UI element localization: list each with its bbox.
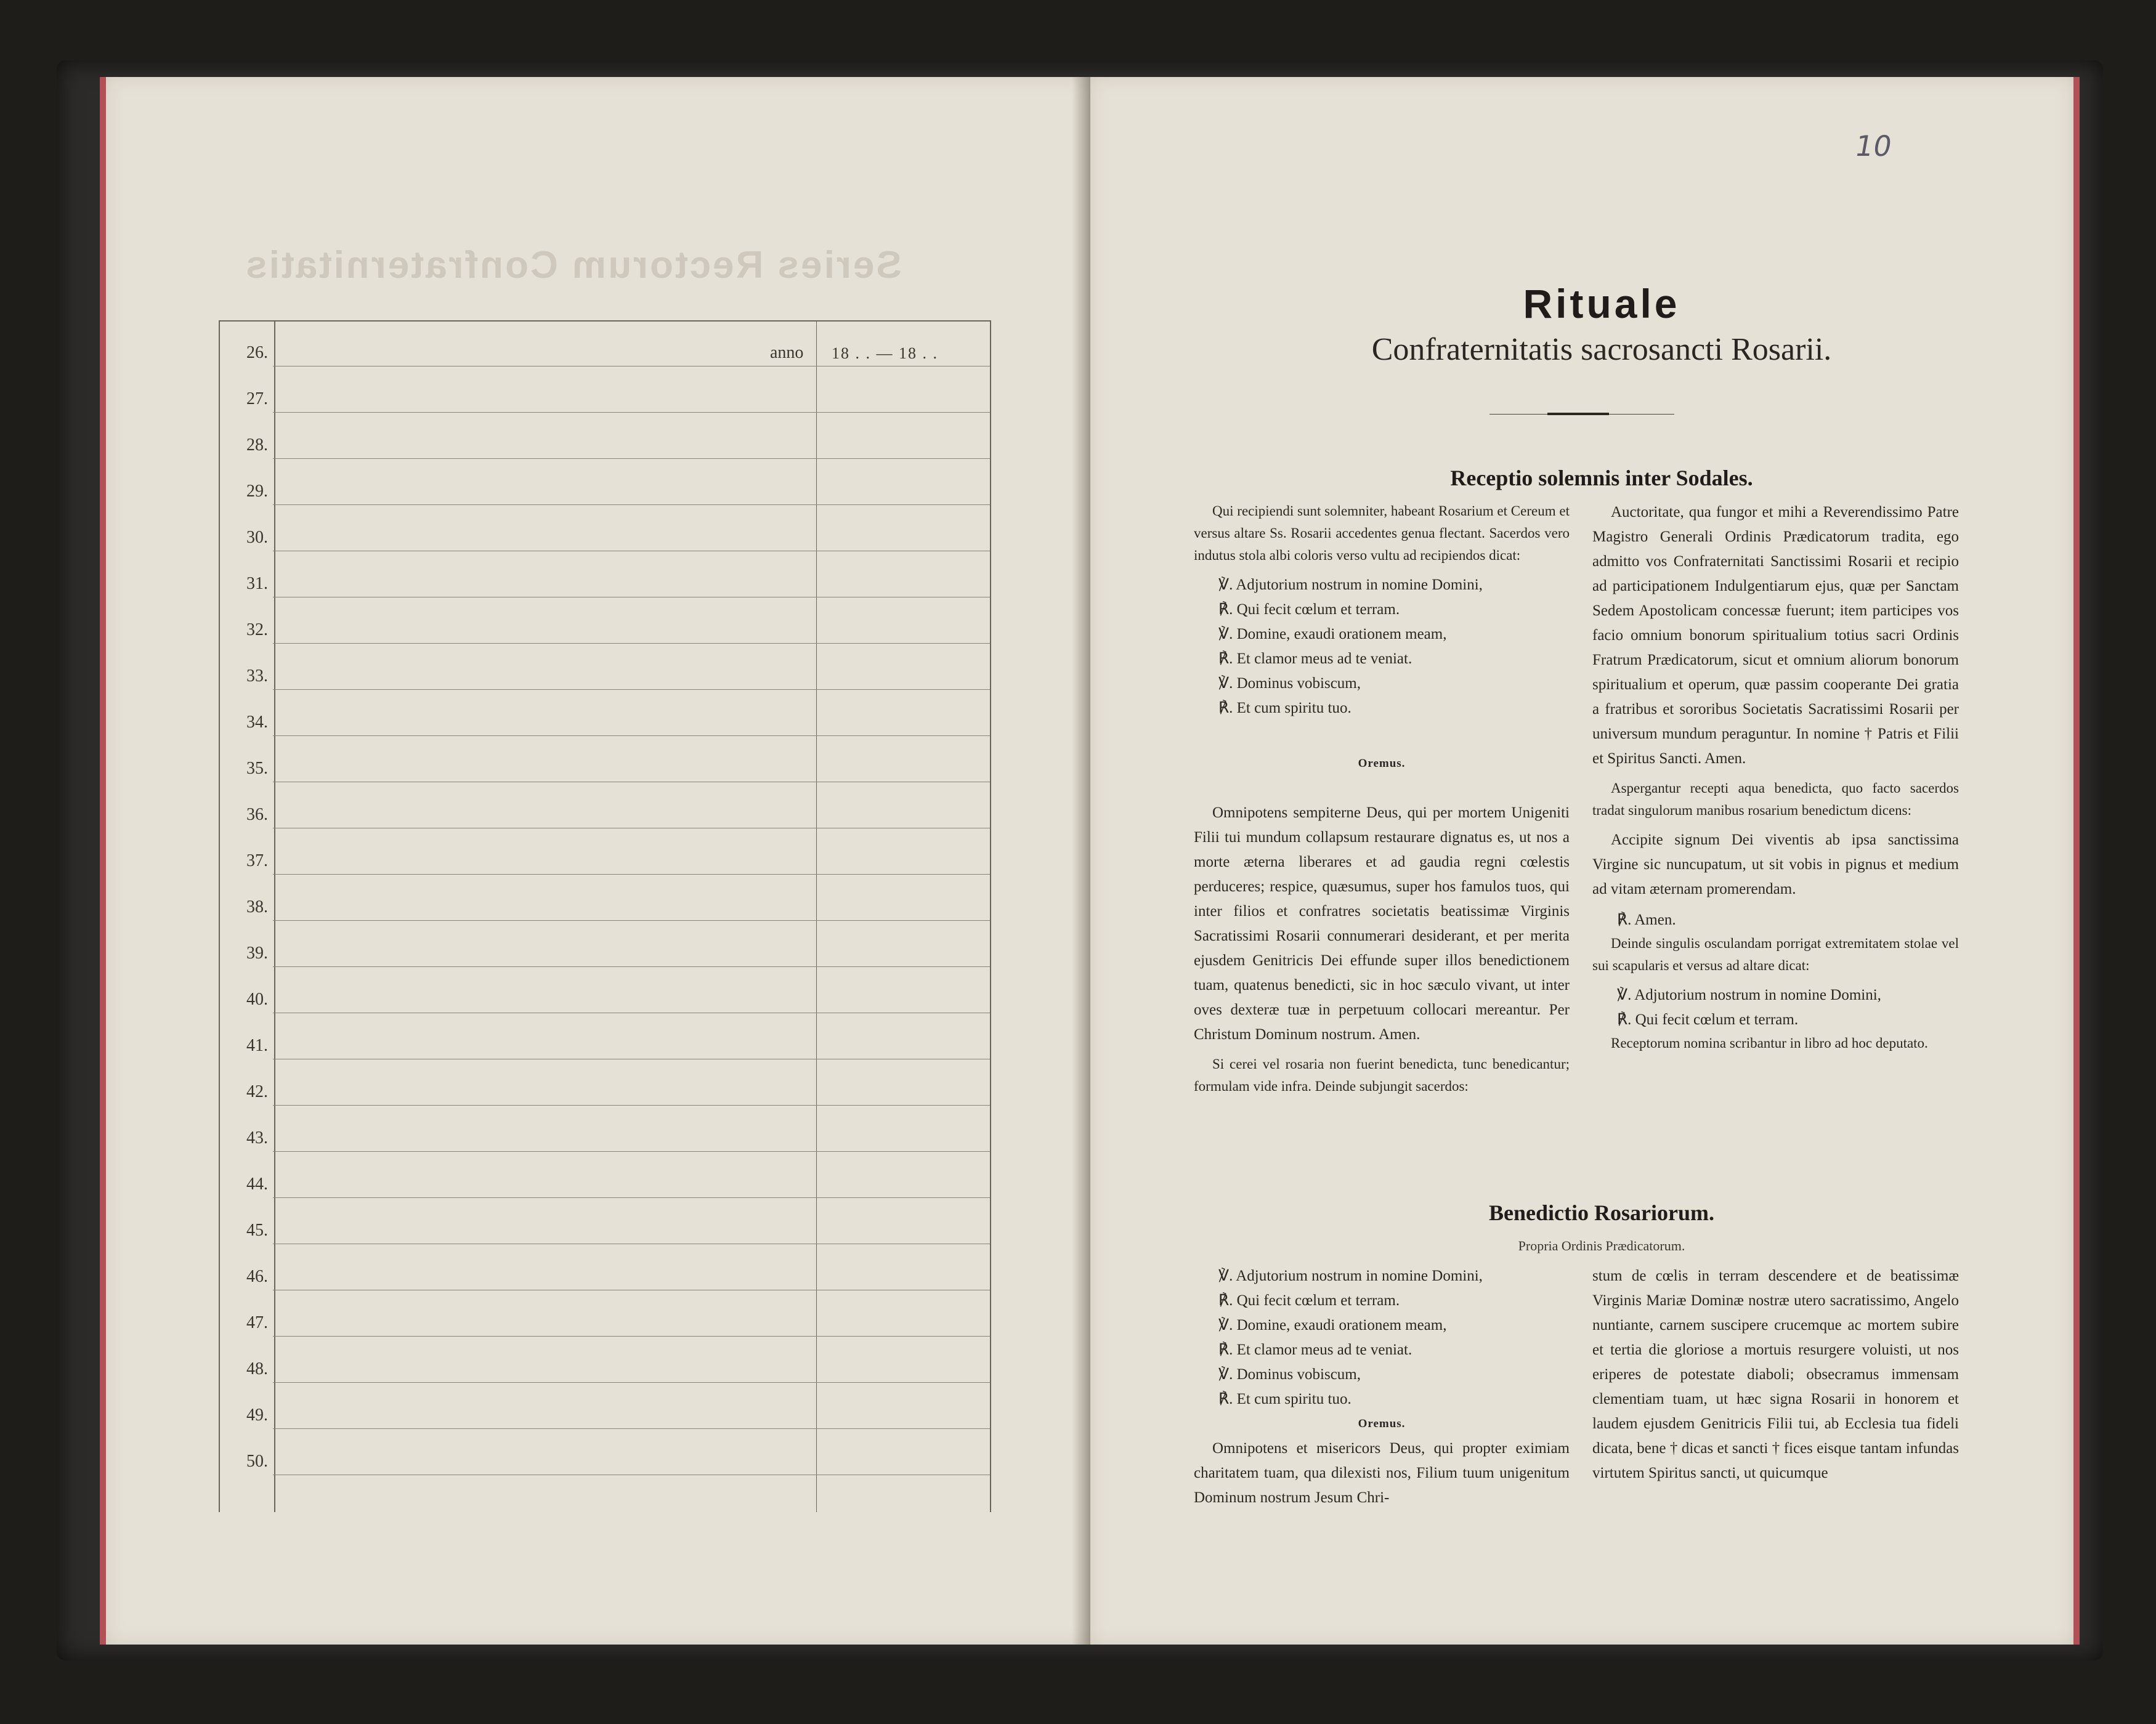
receptio-column-2 (1592, 500, 1959, 1061)
versicle: ℣. Domine, exaudi orationem meam, (1218, 626, 1447, 642)
row-number: 34. (246, 713, 268, 732)
anno-label: anno (770, 343, 804, 362)
row-number: 46. (246, 1267, 268, 1286)
register-row (219, 1429, 990, 1475)
row-number: 47. (246, 1313, 268, 1332)
row-number: 36. (246, 805, 268, 824)
versicle: ℟. Qui fecit cœlum et terram. (1617, 1011, 1799, 1028)
row-number: 38. (246, 897, 268, 917)
register-row (219, 967, 990, 1013)
benedictio-column-1 (1194, 1264, 1570, 1516)
versicle: ℟. Et clamor meus ad te veniat. (1218, 650, 1412, 667)
year-range: 18 . . — 18 . . (832, 344, 938, 362)
versicle: ℣. Dominus vobiscum, (1218, 1366, 1361, 1383)
row-number: 33. (246, 666, 268, 686)
register-row (219, 505, 990, 551)
section-heading-receptio: Receptio solemnis inter Sodales. (1450, 466, 1753, 490)
rubric-names: Receptorum nomina scribantur in libro ad hoc deputato. (1611, 1035, 1928, 1051)
versicle: ℣. Adjutorium nostrum in nomine Domini, (1617, 987, 1881, 1003)
response-amen: ℟. Amen. (1617, 912, 1676, 928)
row-number: 31. (246, 574, 268, 593)
row-number: 44. (246, 1175, 268, 1194)
row-number: 45. (246, 1221, 268, 1240)
versicle: ℣. Adjutorium nostrum in nomine Domini, (1218, 1268, 1483, 1284)
section-subheading: Propria Ordinis Prædicatorum. (1518, 1238, 1685, 1253)
title-rule-center (1547, 413, 1609, 415)
row-number: 49. (246, 1406, 268, 1425)
benedictio-prayer: Omnipotens et misericors Deus, qui propter eximiam charitatem tuam, qua dilexisti nos, Filium tuum unigenitum Dominum nostrum Jesum Chri- (1194, 1440, 1570, 1506)
register-row (219, 1059, 990, 1106)
oremus-label: Oremus. (1358, 757, 1406, 770)
row-number: 43. (246, 1128, 268, 1147)
register-row (219, 551, 990, 597)
bleed-through-title: Series Rectorum Confraternitatis (244, 244, 902, 286)
page-subtitle: Confraternitatis sacrosancti Rosarii. (1371, 332, 1832, 367)
rubric-aspersion: Aspergantur recepti aqua benedicta, quo facto sacerdos tradat singulorum manibus rosarium benedictum dicens: (1592, 780, 1959, 818)
benedictio-prayer-continued: stum de cœlis in terram descendere et de beatissimæ Virginis Mariæ Dominæ nostræ utero sacratissimo, Angelo nuntiante, carnem suscipere crucemque ac mortem subire et tertia die gloriose a mortuis resurgere voluisti, ut nos eriperes de potestate diaboli; obsecramus immensam clementiam tuam, ut hæc signa Rosarii in honorem et laudem ejusdem Genitricis Filii tui, ab Ecclesia tua fideli dicata, bene † dicas et sancti † fices eisque tantam infundas virtutem Spiritus sancti, ut quicumque (1592, 1268, 1959, 1481)
register-row (219, 597, 990, 644)
admission-formula: Auctoritate, qua fungor et mihi a Reverendissimo Patre Magistro Generali Ordinis Prædicatorum tradita, ego admitto vos Confraternitati Sanctissimi Rosarii et recipio ad participationem Indulgentiarum ejus, quæ per Sanctam Sedem Apostolicam concessæ fuerunt; item participes vos facio omnium bonorum spiritualium totius sacri Ordinis Fratrum Prædicatorum, sicut et omnium aliorum bonorum spiritualium et operum, quæ passim cooperante Dei gratia a fratribus et sororibus Societatis Sacratissimi Rosarii per universum mundum peraguntur. In nomine † Patris et Filii et Spiritus Sancti. Amen. (1592, 504, 1959, 767)
register-row (219, 1198, 990, 1244)
register-row (219, 921, 990, 967)
register-row (219, 690, 990, 736)
row-number: 37. (246, 851, 268, 870)
register-row (219, 320, 990, 366)
accipite-formula: Accipite signum Dei viventis ab ipsa sanctissima Virgine sic nuncupatum, ut sit vobis in pignus et medium ad vitam æternam promerendam. (1592, 832, 1959, 897)
register-row (219, 1337, 990, 1383)
section-heading-benedictio: Benedictio Rosariorum. (1489, 1200, 1714, 1225)
register-row (219, 1013, 990, 1059)
row-number: 28. (246, 435, 268, 455)
row-number: 40. (246, 990, 268, 1009)
benedictio-column-2 (1592, 1264, 1959, 1492)
folio-number: 10 (1852, 129, 1895, 163)
receptio-note: Si cerei vel rosaria non fuerint benedicta, tunc benedicantur; formulam vide infra. Deinde subjungit sacerdos: (1194, 1056, 1570, 1094)
register-row (219, 1152, 990, 1198)
register-row (219, 366, 990, 413)
row-number: 32. (246, 620, 268, 639)
register-row (219, 1290, 990, 1337)
receptio-intro: Qui recipiendi sunt solemniter, habeant Rosarium et Cereum et versus altare Ss. Rosarii accedentes genua flectant. Sacerdos vero indutus stola albi coloris verso vultu ad recipiendos dicat: (1194, 503, 1570, 563)
rubric-stola: Deinde singulis osculandam porrigat extremitatem stolae vel sui scapularis et versus ad altare dicat: (1592, 936, 1959, 973)
versicle: ℣. Dominus vobiscum, (1218, 675, 1361, 692)
register-row (219, 828, 990, 875)
register-row (219, 1106, 990, 1152)
versicle: ℣. Domine, exaudi orationem meam, (1218, 1317, 1447, 1333)
register-row (219, 1383, 990, 1429)
versicle: ℟. Et cum spiritu tuo. (1218, 700, 1352, 716)
versicle: ℟. Qui fecit cœlum et terram. (1218, 1292, 1400, 1309)
row-number: 50. (246, 1452, 268, 1471)
row-number: 27. (246, 389, 268, 408)
row-number: 41. (246, 1036, 268, 1055)
table-right-rule (990, 320, 991, 1512)
page-title: Rituale (1523, 281, 1680, 326)
row-number: 26. (246, 343, 268, 362)
row-number: 48. (246, 1359, 268, 1378)
register-row (219, 413, 990, 459)
register-row (219, 875, 990, 921)
receptio-column-1 (1194, 500, 1570, 1104)
register-row (219, 459, 990, 505)
versicle: ℟. Et clamor meus ad te veniat. (1218, 1342, 1412, 1358)
row-number: 30. (246, 528, 268, 547)
versicle: ℟. Qui fecit cœlum et terram. (1218, 601, 1400, 618)
register-row (219, 644, 990, 690)
oremus-label: Oremus. (1358, 1417, 1406, 1430)
register-table (219, 320, 990, 1512)
row-number: 29. (246, 482, 268, 501)
row-number: 42. (246, 1082, 268, 1101)
row-number: 35. (246, 759, 268, 778)
versicle: ℟. Et cum spiritu tuo. (1218, 1391, 1352, 1407)
register-row (219, 1244, 990, 1290)
register-row (219, 782, 990, 828)
receptio-prayer: Omnipotens sempiterne Deus, qui per mortem Unigeniti Filii tui mundum collapsum restaurare dignatus es, ut nos a morte æterna liberares et ad gaudia regni cœlestis perduceres; respice, quæsumus, super hos famulos tuos, qui inter filios et confratres societatis beatissimæ Virginis Sacratissimi Rosarii connumerari desiderant, et per merita ejusdem Genitricis Dei effunde super illos benedictionem tuam, quatenus benedicti, sic in hoc sæculo vivant, ut inter oves dexteræ tuæ in perpetuum collocari mereantur. Per Christum Dominum nostrum. Amen. (1194, 804, 1570, 1043)
versicle: ℣. Adjutorium nostrum in nomine Domini, (1218, 577, 1483, 593)
row-number: 39. (246, 944, 268, 963)
register-row (219, 736, 990, 782)
